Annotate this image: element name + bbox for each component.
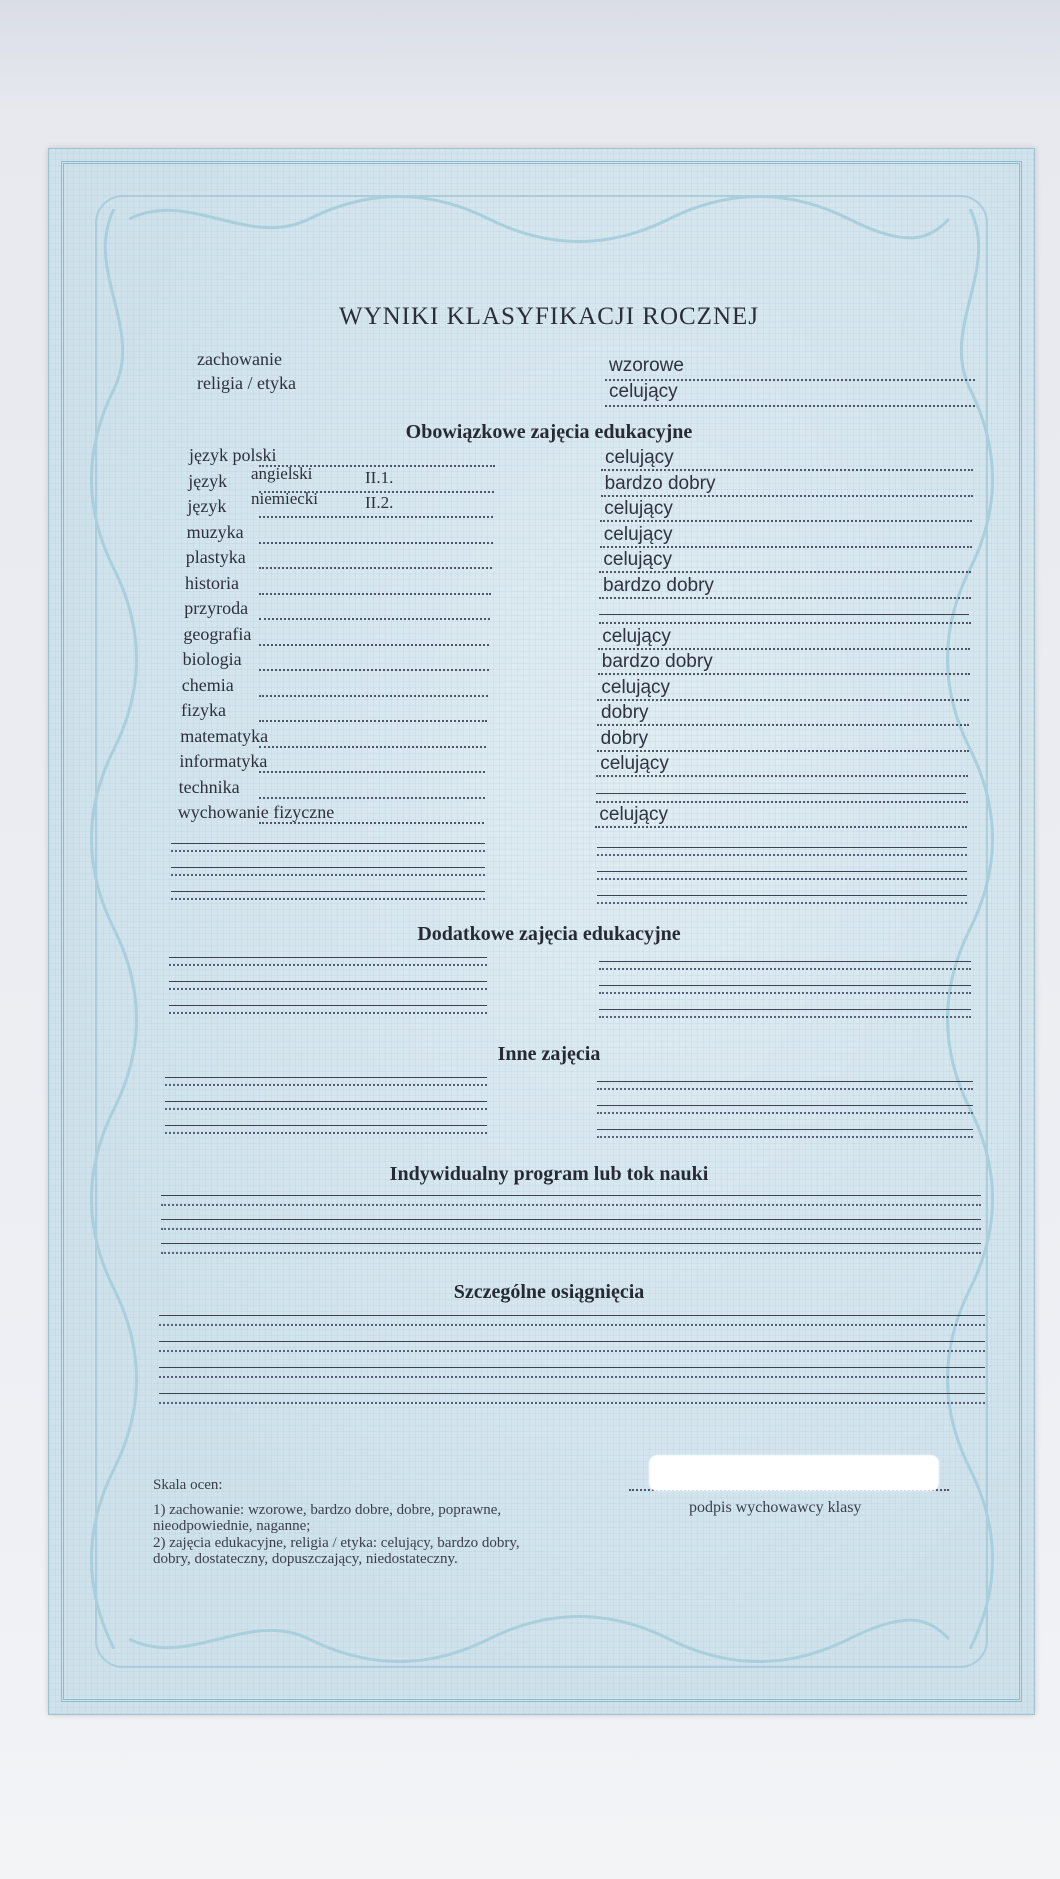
blank-line-right: [599, 968, 971, 970]
grade-dotted-line: [597, 724, 969, 726]
grade-dotted-line: [599, 622, 971, 624]
blank-line-right: [597, 871, 967, 872]
section-heading-indywidualny: Indywidualny program lub tok nauki: [389, 1163, 709, 1185]
subject-dotted-line: [259, 771, 485, 773]
grade-dotted-line: [599, 571, 971, 573]
blank-line-left: [165, 1084, 487, 1086]
scale-line-2b: dobry, dostateczny, dopuszczający, niedostateczny.: [153, 1551, 458, 1567]
blank-line-right: [597, 1112, 973, 1114]
subject-dotted-line: [259, 542, 493, 544]
scale-line-2: 2) zajęcia edukacyjne, religia / etyka: celujący, bardzo dobry,: [153, 1535, 520, 1551]
blank-line-left: [169, 1012, 487, 1014]
subject-dotted-line: [259, 644, 489, 646]
blank-line-left: [171, 843, 485, 844]
subject-label: wychowanie fizyczne: [177, 802, 335, 822]
blank-line-full: [159, 1350, 985, 1352]
grade-dotted-line: [600, 546, 972, 548]
subject-language-name: angielski: [251, 463, 313, 483]
subject-label: język polski: [189, 445, 277, 465]
section-heading-obowiazkowe: Obowiązkowe zajęcia edukacyjne: [405, 421, 693, 443]
blank-line-full: [159, 1402, 985, 1404]
subject-dotted-line: [259, 567, 492, 569]
subject-label: geografia: [183, 623, 252, 644]
subject-label: historia: [185, 572, 239, 593]
subject-label: technika: [178, 776, 240, 797]
certificate-content: [109, 149, 989, 1714]
subject-label: matematyka: [180, 725, 269, 746]
blank-line-left: [169, 1005, 487, 1006]
blank-line-left: [165, 1132, 487, 1134]
subject-dotted-line: [259, 669, 489, 671]
section-heading-dodatkowe: Dodatkowe zajęcia edukacyjne: [417, 923, 681, 945]
subject-dotted-line: [259, 797, 485, 799]
blank-line-left: [171, 867, 485, 868]
blank-line-right: [597, 878, 967, 880]
subject-label: język: [187, 496, 227, 516]
blank-line-left: [165, 1108, 487, 1110]
subject-label: muzyka: [186, 521, 244, 542]
subject-grade: celujący: [600, 753, 669, 774]
blank-line-right: [599, 961, 971, 962]
blank-line-left: [165, 1101, 487, 1102]
subject-grade: bardzo dobry: [604, 472, 716, 494]
section-heading-osiagniecia: Szczególne osiągnięcia: [453, 1281, 645, 1303]
blank-line-full: [159, 1315, 985, 1316]
subject-label: biologia: [182, 649, 242, 669]
blank-line-left: [171, 850, 485, 852]
scale-heading: Skala ocen:: [153, 1477, 223, 1493]
certificate-page: [48, 148, 1035, 1715]
grade-dotted-line: [596, 801, 968, 803]
blank-line-full: [159, 1324, 985, 1326]
blank-line-right: [597, 1081, 973, 1082]
value-religia-etyka: celujący: [609, 381, 678, 402]
blank-line-full: [159, 1376, 985, 1378]
blank-line-left: [171, 898, 485, 900]
subject-dotted-line: [259, 618, 490, 620]
subject-grade: celujący: [603, 549, 673, 570]
scale-line-1: 1) zachowanie: wzorowe, bardzo dobre, dobre, poprawne,: [153, 1502, 502, 1518]
blank-line-left: [165, 1125, 487, 1126]
subject-label: plastyka: [185, 547, 246, 567]
subject-dotted-line: [259, 746, 486, 748]
grade-dotted-line: [598, 648, 970, 650]
subject-dotted-line: [259, 593, 491, 595]
blank-line-right: [599, 1016, 971, 1018]
blank-line-right: [599, 992, 971, 994]
subject-grade: dobry: [600, 727, 649, 749]
subject-grade: celujący: [601, 676, 671, 698]
subject-label: język: [188, 470, 228, 491]
blank-line-right: [597, 1136, 973, 1138]
blank-line-right: [597, 854, 967, 856]
blank-line-right: [597, 1088, 973, 1090]
subject-grade: celujący: [605, 447, 674, 468]
page-title: WYNIKI KLASYFIKACJI ROCZNEJ: [338, 303, 760, 330]
grade-blank-line: [599, 614, 969, 615]
subject-grade: bardzo dobry: [601, 651, 713, 672]
section-heading-inne: Inne zajęcia: [497, 1043, 601, 1065]
redacted-signature: [649, 1455, 939, 1491]
blank-line-right: [597, 902, 967, 904]
blank-line-left: [165, 1077, 487, 1078]
blank-line-full: [159, 1341, 985, 1342]
subject-dotted-line: [259, 516, 493, 518]
blank-line-full: [161, 1204, 981, 1206]
blank-line-full: [161, 1243, 981, 1244]
blank-line-right: [599, 1009, 971, 1010]
grade-dotted-line: [601, 495, 973, 497]
blank-line-left: [171, 891, 485, 892]
blank-line-full: [161, 1252, 981, 1254]
blank-line-left: [169, 957, 487, 958]
subject-grade: celujący: [604, 498, 673, 519]
blank-line-full: [161, 1228, 981, 1230]
dotted-line: [605, 405, 975, 407]
blank-line-left: [169, 981, 487, 982]
blank-line-full: [161, 1219, 981, 1220]
grade-dotted-line: [596, 775, 968, 777]
grade-dotted-line: [599, 597, 971, 599]
subject-label: fizyka: [181, 700, 226, 720]
blank-line-full: [161, 1195, 981, 1196]
blank-line-full: [159, 1393, 985, 1394]
subject-grade: celujący: [602, 625, 671, 647]
grade-dotted-line: [600, 520, 972, 522]
subject-dotted-line: [259, 720, 487, 722]
subject-dotted-line: [259, 822, 484, 824]
grade-dotted-line: [598, 673, 970, 675]
subject-grade: dobry: [601, 702, 649, 723]
blank-line-left: [169, 964, 487, 966]
grade-dotted-line: [597, 750, 969, 752]
label-religia-etyka: religia / etyka: [197, 373, 296, 393]
subject-grade: celujący: [603, 523, 673, 545]
subject-dotted-line: [259, 695, 488, 697]
grade-dotted-line: [597, 699, 969, 701]
subject-group: II.2.: [365, 493, 394, 512]
grade-blank-line: [596, 793, 966, 794]
subject-grade: celujący: [599, 804, 669, 825]
subject-label: przyroda: [184, 598, 249, 618]
subject-group: II.1.: [365, 467, 394, 487]
subject-language-name: niemiecki: [251, 489, 319, 508]
blank-line-right: [597, 847, 967, 848]
blank-line-right: [597, 1129, 973, 1130]
blank-line-left: [169, 988, 487, 990]
grade-dotted-line: [601, 469, 973, 471]
value-zachowanie: wzorowe: [609, 355, 684, 376]
signature-caption: podpis wychowawcy klasy: [689, 1499, 862, 1516]
blank-line-right: [597, 895, 967, 896]
subject-label: informatyka: [179, 751, 268, 771]
blank-line-full: [159, 1367, 985, 1368]
scale-line-1b: nieodpowiednie, naganne;: [153, 1518, 311, 1534]
label-zachowanie: zachowanie: [197, 349, 282, 369]
blank-line-left: [171, 874, 485, 876]
blank-line-right: [599, 985, 971, 986]
subject-grade: bardzo dobry: [603, 574, 714, 596]
blank-line-right: [597, 1105, 973, 1106]
grade-dotted-line: [595, 826, 967, 828]
subject-label: chemia: [181, 674, 234, 695]
